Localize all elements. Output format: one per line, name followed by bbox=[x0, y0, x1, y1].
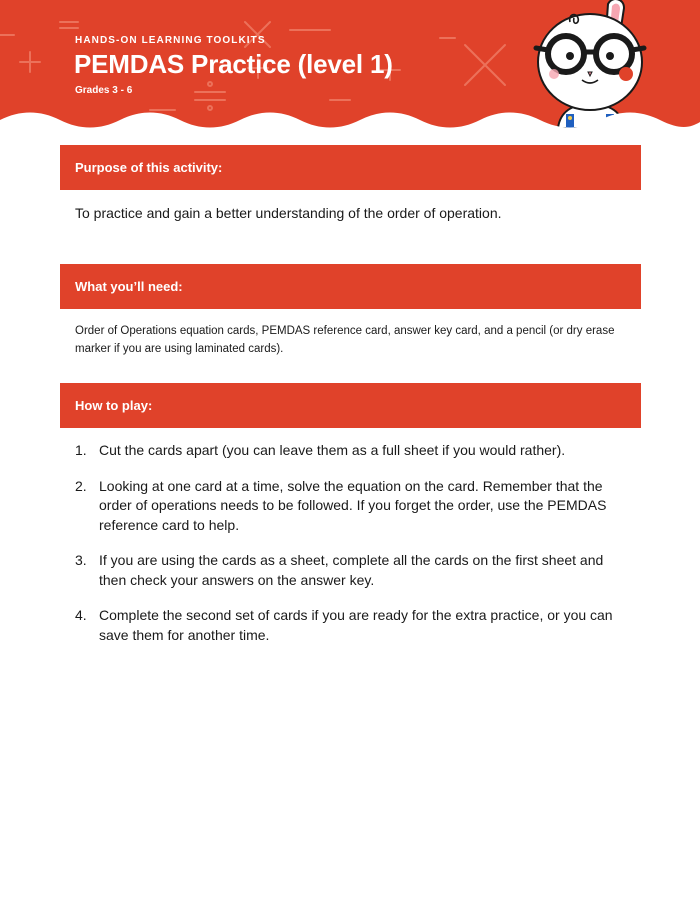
list-item bbox=[75, 551, 620, 590]
needs-section-header bbox=[60, 264, 641, 309]
grade-range: Grades 3 - 6 bbox=[75, 85, 133, 96]
step-number: 1. bbox=[75, 442, 87, 458]
list-item bbox=[75, 477, 620, 536]
step-number: 3. bbox=[75, 552, 87, 568]
toolkit-eyebrow: HANDS-ON LEARNING TOOLKITS bbox=[75, 35, 266, 46]
list-item bbox=[75, 441, 620, 461]
step-text: Complete the second set of cards if you are ready for the extra practice, or you can save them for another time. bbox=[99, 607, 613, 643]
header-banner bbox=[0, 0, 700, 128]
banner-wave-edge bbox=[0, 108, 700, 128]
needs-heading: What you’ll need: bbox=[75, 279, 183, 294]
step-text: Looking at one card at a time, solve the equation on the card. Remember that the order of operations needs to be followed. If you forget the order, use the PEMDAS reference card to help. bbox=[99, 477, 607, 533]
step-number: 2. bbox=[75, 477, 87, 494]
step-text: If you are using the cards as a sheet, complete all the cards on the first sheet and then check your answers on the answer key. bbox=[99, 552, 604, 588]
page-title: PEMDAS Practice (level 1) bbox=[74, 49, 393, 79]
needs-text: Order of Operations equation cards, PEMDAS reference card, answer key card, and a pencil (or dry erase marker if you are using laminated cards). bbox=[75, 325, 615, 355]
purpose-text: To practice and gain a better understanding of the order of operation. bbox=[75, 205, 502, 221]
list-item bbox=[75, 606, 620, 645]
how-to-play-steps bbox=[75, 441, 620, 645]
purpose-heading: Purpose of this activity: bbox=[75, 160, 223, 175]
purpose-section-header bbox=[60, 145, 641, 190]
how-to-play-section-header bbox=[60, 383, 641, 428]
step-number: 4. bbox=[75, 607, 87, 623]
step-text: Cut the cards apart (you can leave them as a full sheet if you would rather). bbox=[99, 442, 566, 458]
how-to-play-heading: How to play: bbox=[75, 398, 153, 413]
